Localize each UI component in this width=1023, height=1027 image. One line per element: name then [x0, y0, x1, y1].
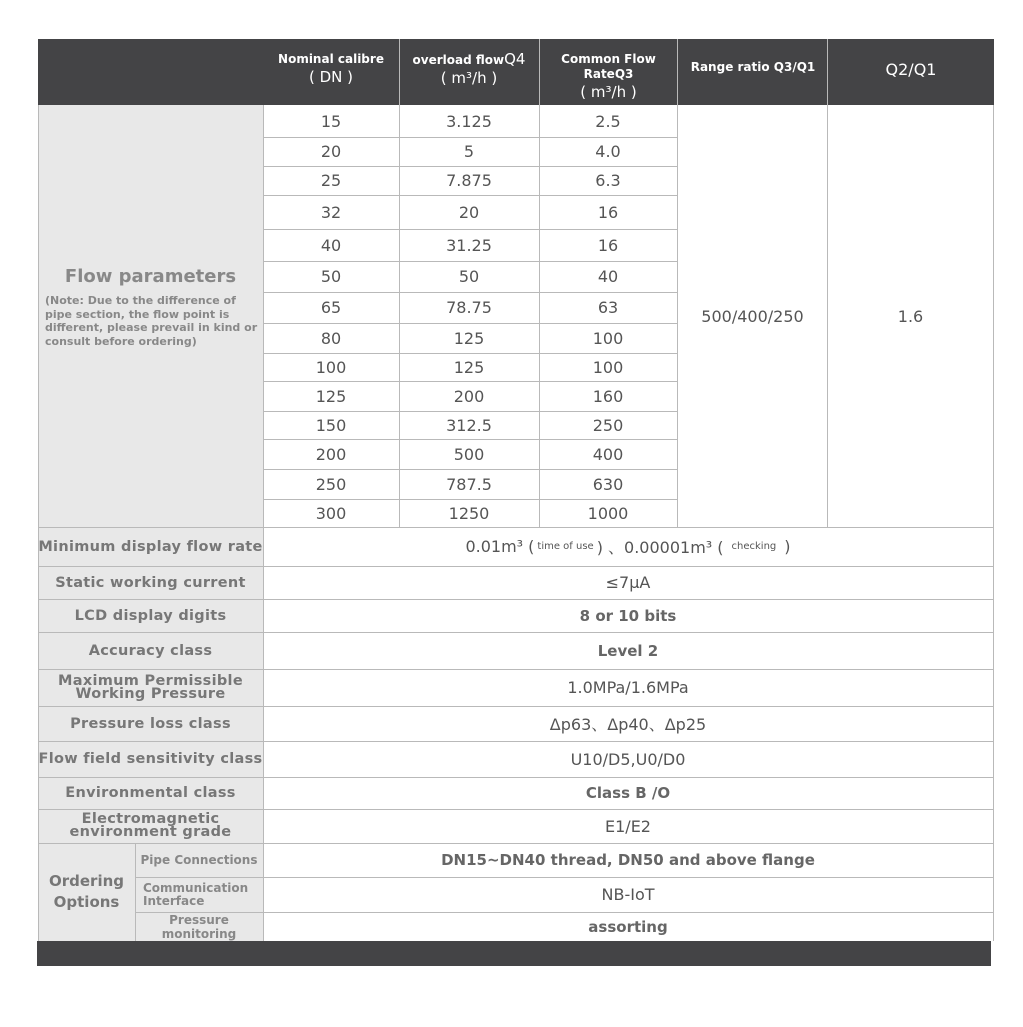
header-q3-title: Common Flow Rate: [561, 52, 656, 81]
flow-row-separator: [263, 261, 677, 262]
header-q4-symbol: Q4: [504, 50, 526, 68]
header-dn-title: Nominal calibre: [278, 52, 384, 66]
flow-cell-dn: 65: [320, 298, 342, 317]
flow-row-separator: [263, 499, 677, 500]
ordering-label-2: Options: [53, 893, 120, 911]
min-flow-v2: ) 、0.00001m³ (: [596, 538, 724, 557]
flow-cell-dn: 25: [320, 171, 342, 190]
flow-cell-q4: 50: [458, 267, 480, 286]
flow-cell-q3: 4.0: [595, 142, 621, 161]
min-flow-v1-note: time of use: [537, 541, 594, 552]
flow-cell-q3: 250: [592, 415, 624, 435]
flow-parameters-label: [38, 266, 263, 287]
header-q3-unit: ( m³/h ): [580, 83, 637, 101]
flow-cell-q3: 100: [592, 328, 624, 348]
flow-cell-q4: 5: [463, 142, 475, 161]
flow-row-separator: [263, 292, 677, 293]
header-dn-unit: ( DN ): [308, 68, 353, 86]
flow-cell-q3: 40: [597, 267, 619, 286]
pressure-loss-label: Pressure loss class: [70, 715, 231, 732]
flow-cell-q3: 100: [592, 357, 624, 377]
header-range-ratio: Range ratio Q3/Q1: [690, 60, 816, 74]
flow-cell-dn: 100: [315, 357, 347, 377]
flow-cell-q4: 78.75: [446, 298, 492, 317]
static-current-label: Static working current: [55, 574, 246, 591]
flow-cell-q4: 7.875: [446, 171, 492, 190]
communication-label-1: Communication: [143, 880, 249, 895]
header-q4: [399, 52, 539, 88]
max-pressure-label: [38, 669, 263, 706]
flow-cell-dn: 32: [320, 202, 342, 222]
flow-cell-q3: 6.3: [595, 171, 621, 190]
pressure-loss-value: Δp63、Δp40、Δp25: [549, 715, 707, 734]
table-footer-bar: [37, 941, 991, 966]
communication-label: [135, 877, 263, 912]
flow-row-separator: [263, 195, 677, 196]
flow-cell-q4: 3.125: [446, 111, 492, 131]
max-pressure-value: 1.0MPa/1.6MPa: [567, 678, 689, 697]
q2q1-value: 1.6: [897, 306, 924, 326]
header-q4-title: overload flow: [412, 53, 505, 67]
flow-row-separator: [263, 323, 677, 324]
flow-parameters-title: Flow parameters: [64, 266, 237, 287]
flow-cell-dn: 250: [315, 474, 347, 494]
environmental-label: Environmental class: [65, 785, 236, 801]
flow-cell-dn: 200: [315, 444, 347, 464]
emc-label-1: Electromagnetic: [81, 811, 220, 827]
flow-cell-q4: 1250: [448, 503, 490, 523]
min-flow-v1: 0.01m³ (: [465, 537, 535, 556]
min-flow-v2-note: checking: [731, 541, 777, 552]
flow-cell-dn: 300: [315, 503, 347, 523]
pressure-monitoring-value: assorting: [588, 917, 668, 936]
flow-cell-q4: 200: [453, 386, 485, 406]
pressure-monitoring-label: Pressure monitoring: [161, 912, 237, 941]
header-dn: [263, 52, 399, 87]
header-q3: [539, 52, 678, 102]
header-q3-symbol: Q3: [614, 67, 634, 81]
flow-cell-dn: 150: [315, 415, 347, 435]
min-flow-v3: ): [784, 537, 791, 556]
accuracy-value: Level 2: [597, 641, 659, 660]
flow-row-separator: [263, 353, 677, 354]
min-flow-label: Minimum display flow rate: [38, 538, 263, 555]
flow-cell-q4: 125: [453, 328, 485, 348]
flow-cell-dn: 20: [320, 142, 342, 161]
accuracy-label: Accuracy class: [88, 642, 213, 659]
flow-cell-q4: 312.5: [446, 415, 492, 435]
flow-cell-dn: 15: [320, 111, 342, 131]
flow-row-separator: [263, 469, 677, 470]
communication-label-2: Interface: [143, 893, 205, 908]
flow-cell-q4: 500: [453, 444, 485, 464]
header-q4-unit: ( m³/h ): [440, 69, 498, 87]
header-q2q1: Q2/Q1: [885, 60, 937, 79]
flow-cell-dn: 40: [320, 235, 342, 255]
flow-cell-q3: 63: [597, 298, 619, 317]
flow-cell-q3: 630: [592, 474, 624, 494]
flow-cell-q4: 125: [453, 357, 485, 377]
emc-label-2: environment grade: [69, 824, 232, 840]
flow-row-separator: [263, 381, 677, 382]
pipe-connections-value: DN15~DN40 thread, DN50 and above flange: [441, 851, 815, 869]
border-right: [993, 105, 994, 941]
flow-row-separator: [263, 229, 677, 230]
lcd-digits-label: LCD display digits: [74, 607, 227, 624]
communication-value: NB-IoT: [601, 885, 655, 904]
flow-row-separator: [263, 137, 677, 138]
flow-cell-dn: 125: [315, 386, 347, 406]
max-pressure-label-2: Working Pressure: [75, 685, 226, 702]
flow-cell-q4: 31.25: [446, 235, 492, 255]
flow-cell-q3: 160: [592, 386, 624, 406]
flow-sensitivity-value: U10/D5,U0/D0: [570, 749, 686, 769]
flow-cell-q4: 787.5: [446, 474, 492, 494]
flow-cell-q3: 16: [597, 202, 619, 222]
flow-row-separator: [263, 166, 677, 167]
lcd-digits-value: 8 or 10 bits: [579, 606, 677, 625]
flow-cell-dn: 50: [320, 267, 342, 286]
flow-cell-q3: 2.5: [595, 111, 621, 131]
pipe-connections-label: Pipe Connections: [140, 853, 258, 867]
min-flow-value: [263, 527, 993, 566]
static-current-value: ≤7μA: [605, 573, 651, 592]
max-pressure-label-1: Maximum Permissible: [58, 672, 243, 689]
ordering-label-1: Ordering: [48, 872, 124, 890]
flow-cell-q3: 16: [597, 235, 619, 255]
range-ratio-value: 500/400/250: [701, 306, 804, 326]
emc-label: [38, 809, 263, 843]
flow-row-separator: [263, 439, 677, 440]
emc-value: E1/E2: [605, 816, 651, 836]
header-q4-title-line: [399, 52, 539, 68]
ordering-options-label: [38, 843, 135, 941]
flow-cell-dn: 80: [320, 328, 342, 348]
flow-sensitivity-label: Flow field sensitivity class: [38, 751, 263, 767]
header-q3-title-line: [539, 52, 678, 82]
flow-cell-q3: 1000: [587, 503, 629, 523]
environmental-value: Class B /O: [585, 784, 671, 802]
flow-cell-q3: 400: [592, 444, 624, 464]
flow-row-separator: [263, 411, 677, 412]
flow-cell-q4: 20: [458, 202, 480, 222]
flow-parameters-note: (Note: Due to the difference of pipe section, the flow point is different, please prevail in kind or consult before ordering): [45, 294, 258, 348]
